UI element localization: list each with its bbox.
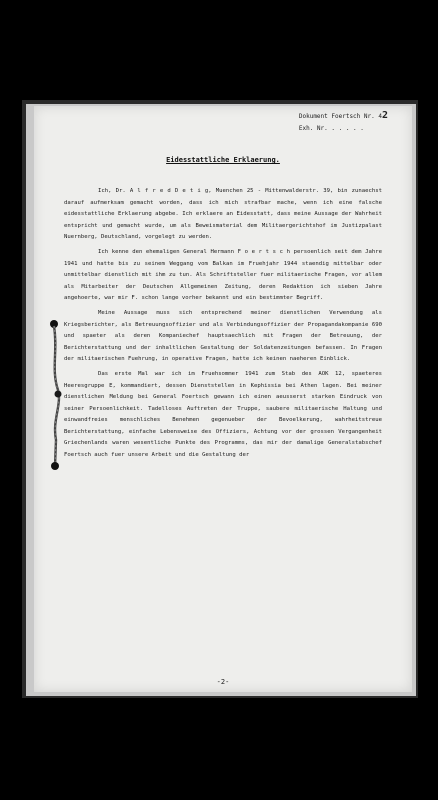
- binding-knot: [55, 391, 62, 398]
- document-page: [34, 106, 412, 692]
- document-label: Dokument Foertsch Nr. 4: [298, 113, 382, 120]
- paragraph-1: Ich, Dr. A l f r e d D e t i g, Muenchen 25 - Mittenwalderstr. 39, bin zunaechst darauf aufmerksam gemacht worden, dass ich mich strafbar mache, wenn ich eine falsche eidesstattliche Erklaerung abgebe. Ich erklaere an Eidesstatt, dass meine Aussage der Wahrheit entspricht und gemacht wurde, um als Beweismaterial dem Militaergerichtshof im Justizpalast Nuernberg, Deutschland, vorgelegt zu werden.: [64, 188, 382, 241]
- document-body: [64, 186, 382, 465]
- binding-hole-bottom: [51, 462, 59, 470]
- exhibit-number: Exh. Nr. . . . . .: [298, 125, 364, 132]
- binding-cord: [48, 320, 64, 470]
- title-text: Eidesstattliche Erklaerung.: [166, 156, 280, 164]
- handwritten-number: 2: [381, 110, 388, 121]
- document-number-line: [299, 110, 388, 123]
- document-title: [34, 156, 412, 164]
- paragraph-4: Das erste Mal war ich im Fruehsommer 1941 zum Stab des AOK 12, spaeteres Heeresgruppe E, kommandiert, dessen Dienststellen in Kephissia bei Athen lagen. Bei meiner dienstlichen Meldung bei General Foertsch gewann ich einen aeusserst starken Eindruck von seiner Persoenlichkeit. Tadelloses Auftreten der Truppe, saubere militaerische Haltung und einwandfreies menschliches Benehmen gegenueber der Bevoelkerung, wahrheitstreue Berichterstattung, einfache Lebensweise des Offiziers, Achtung vor der grossen Vergangenheit Griechenlands waren wesentliche Punkte des Programms, das mir der damalige Generalstabschef Foertsch auch fuer unsere Arbeit und die Gestaltung der: [64, 370, 382, 459]
- document-header: [299, 110, 388, 135]
- page-number: -2-: [216, 678, 230, 686]
- paragraph-3: Meine Aussage muss sich entsprechend meiner dienstlichen Verwendung als Kriegsberichter, als Betreuungsoffizier und als Verbindungsoffizier der Propagandakompanie 690 und spaeter als deren Kompaniechef hauptsaechlich mit Fragen der Betreuung, der Berichterstattung und der inhaltlichen Gestaltung der Soldatenzeitungen befassen. In Fragen der militaerischen Fuehrung, in operative Fragen, hatte ich keinen naeheren Einblick.: [64, 309, 382, 363]
- paragraph-2: Ich kenne den ehemaligen General Hermann F o e r t s c h persoenlich seit dem Jahre 1941 und hatte bis zu seinem Weggang vom Balkan im Fruehjahr 1944 staendig mittelbar oder unmittelbar dienstlich mit ihm zu tun. Als Schriftsteller fuer militaerische Fragen, vor allem als Mitarbeiter der Deutschen Allgemeinen Zeitung, deren Redaktion ich sieben Jahre angehoerte, war mir F. schon lange vorher bekannt und ein bestimmter Begriff.: [64, 248, 382, 302]
